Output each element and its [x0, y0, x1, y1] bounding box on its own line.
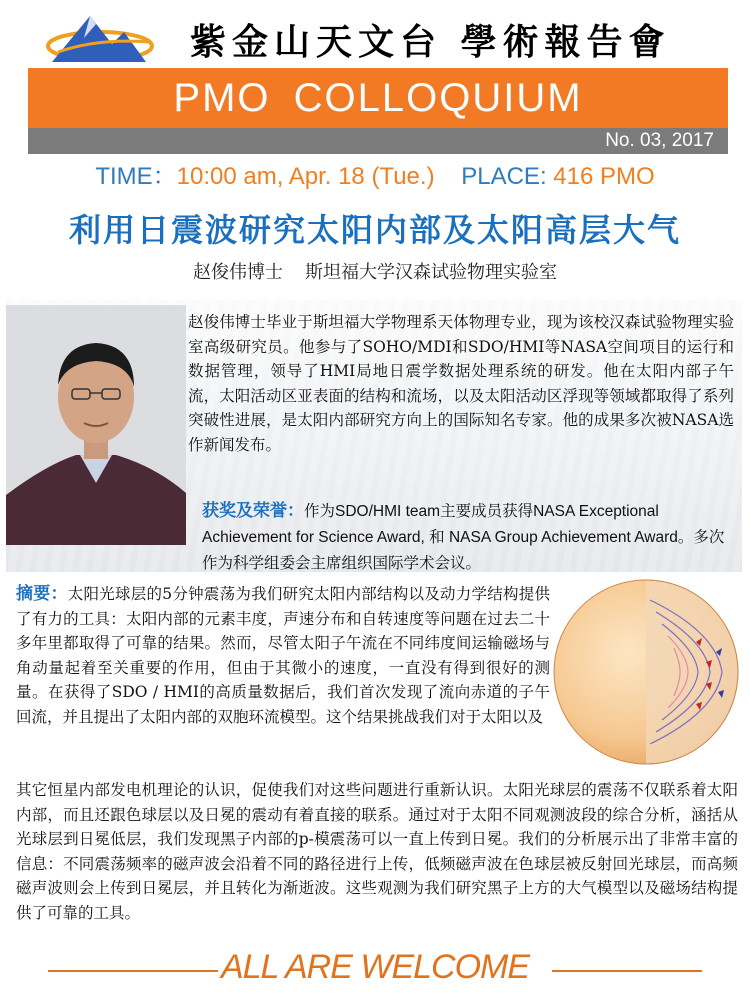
- pmo-logo: [38, 4, 158, 76]
- speaker-name: 赵俊伟博士: [193, 262, 283, 283]
- place-label: PLACE:: [461, 163, 554, 190]
- place-value: 416 PMO: [553, 163, 655, 190]
- speaker-bio: 赵俊伟博士毕业于斯坦福大学物理系天体物理专业，现为该校汉森试验物理实验室高级研究员。他参与了SOHO/MDI和SDO/HMI等NASA空间项目的运行和数据管理，领导了HMI局地日震学数据处理系统的研发。他在太阳内部子午流，太阳活动区亚表面的结构和流场，以及太阳活动区浮现等领域都取得了系列突破性进展，是太阳内部研究方向上的国际知名专家。他的成果多次被NASA选作新闻发布。: [188, 313, 734, 454]
- speaker-affiliation: 斯坦福大学汉森试验物理实验室: [305, 262, 557, 283]
- time-value: 10:00 am, Apr. 18 (Tue.): [176, 163, 435, 190]
- sun-interior-figure: [546, 572, 746, 772]
- awards-label: 获奖及荣誉：: [202, 501, 304, 521]
- series-banner: PMO COLLOQUIUM: [28, 68, 728, 128]
- institute-title: 紫金山天文台 學術報告會: [190, 21, 671, 63]
- awards-section: [6, 498, 738, 577]
- awards-text: 作为SDO/HMI team主要成员获得NASA Exceptional Achievement for Science Award, 和 NASA Group Achievement Award。多次作为科学组委会主席组织国际学术会议。: [202, 503, 725, 572]
- abstract-label: 摘要：: [16, 584, 68, 604]
- issue-number: No. 03, 2017: [28, 128, 728, 154]
- talk-title: 利用日震波研究太阳内部及太阳高层大气: [68, 211, 681, 249]
- time-label: TIME：: [95, 163, 177, 190]
- speaker-line: [0, 258, 750, 284]
- welcome-footer: [0, 948, 750, 990]
- abstract-text-part1: 太阳光球层的5分钟震荡为我们研究太阳内部结构以及动力学结构提供了有力的工具：太阳内部的元素丰度，声速分布和自转速度等问题在过去二十多年里都取得了可靠的结果。然而，尽管太阳子午流在不同纬度间运输磁场与角动量起着至关重要的作用，但由于其微小的速度，一直没有得到很好的测量。在获得了SDO / HMI的高质量数据后，我们首次发现了流向赤道的子午回流，并且提出了太阳内部的双胞环流模型。这个结果挑战我们对于太阳以及: [16, 585, 551, 726]
- abstract-block: [16, 582, 550, 730]
- abstract-paragraph-1: [16, 582, 550, 730]
- schedule-line: [0, 160, 750, 194]
- abstract-paragraph-2: 其它恒星内部发电机理论的认识，促使我们对这些问题进行重新认识。太阳光球层的震荡不仅联系着太阳内部，而且还跟色球层以及日冕的震动有着直接的联系。通过对于太阳不同观测波段的综合分析，涵括从光球层到日冕低层，我们发现黑子内部的p-模震荡可以一直上传到日冕。我们的分析展示出了非常丰富的信息：不同震荡频率的磁声波会沿着不同的路径进行上传，低频磁声波在色球层被反射回光球层，而高频磁声波则会上传到日冕层，并且转化为渐逝波。这些观测为我们研究黑子上方的大气模型以及磁场结构提供了可靠的工具。: [16, 781, 738, 922]
- welcome-text: ALL ARE WELCOME: [220, 948, 530, 986]
